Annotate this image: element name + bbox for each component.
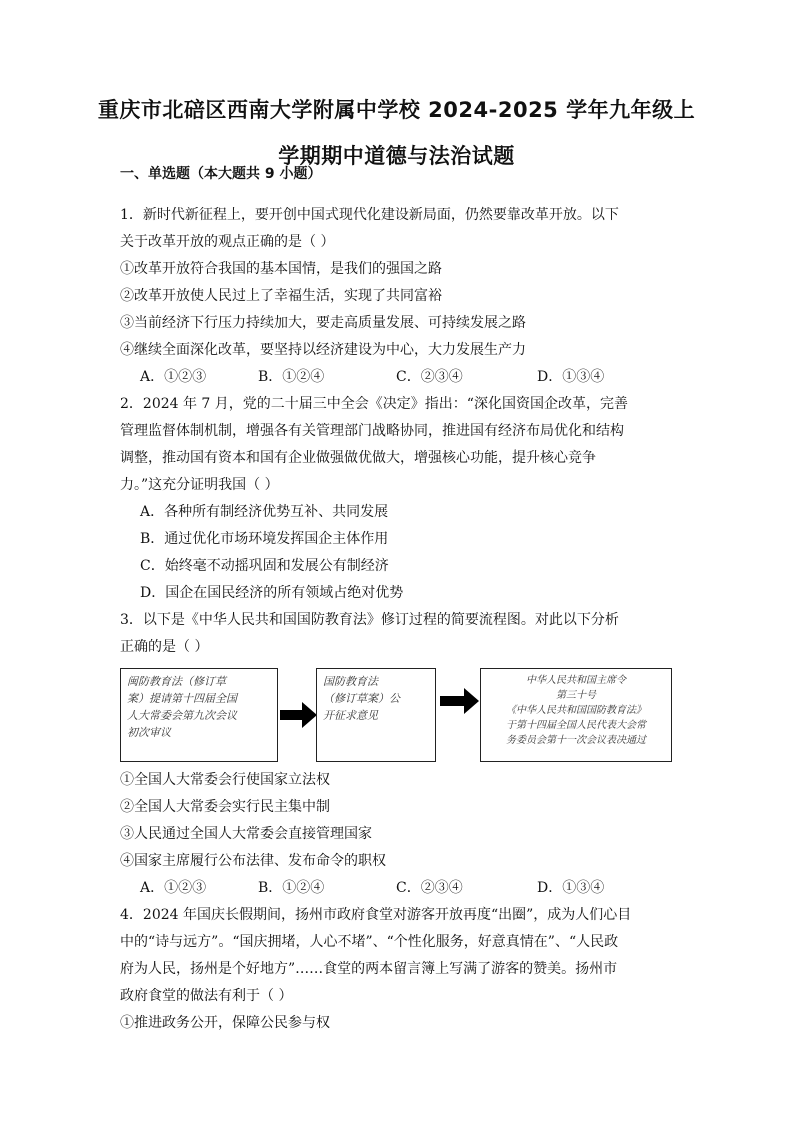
q3-statement-2: ②全国人大常委会实行民主集中制 — [120, 799, 330, 815]
q3-flow-chart — [120, 668, 672, 762]
flow-box-public-comment: 国防教育法 （修订草案）公 开征求意见 — [316, 668, 436, 762]
q2-stem-line-3: 调整，推动国有资本和国有企业做强做优做大，增强核心功能，提升核心竞争 — [120, 450, 596, 466]
q1-option-c: C．②③④ — [396, 369, 463, 385]
q3-option-d: D．①③④ — [537, 880, 605, 896]
q3-stem-line-1: 3．以下是《中华人民共和国国防教育法》修订过程的简要流程图。对此以下分析 — [120, 612, 619, 628]
flow-box-final-adoption: 中华人民共和国主席令 第三十号 《中华人民共和国国防教育法》 于第十四届全国人民代表大会常 务委员会第十一次会议表决通过 — [480, 668, 672, 762]
q2-stem-line-1: 2．2024 年 7 月，党的二十届三中全会《决定》指出：“深化国资国企改革，完善 — [120, 396, 628, 412]
q2-option-b: B．通过优化市场环境发挥国企主体作用 — [140, 531, 389, 547]
exam-title-line-2: 学期期中道德与法治试题 — [278, 144, 515, 168]
q4-stem-line-2: 中的“诗与远方”。“国庆拥堵，人心不堵”、“个性化服务，好意真情在”、“人民政 — [120, 934, 619, 950]
flow-arrow-1-icon — [280, 702, 318, 728]
q4-stem-line-3: 府为人民，扬州是个好地方”……食堂的两本留言簿上写满了游客的赞美。扬州市 — [120, 961, 618, 977]
q1-statement-2: ②改革开放使人民过上了幸福生活，实现了共同富裕 — [120, 288, 442, 304]
flow-arrow-2-icon — [440, 688, 480, 714]
q4-statement-1: ①推进政务公开，保障公民参与权 — [120, 1015, 330, 1031]
q1-statement-1: ①改革开放符合我国的基本国情，是我们的强国之路 — [120, 261, 442, 277]
q2-stem-line-4: 力。”这充分证明我国（ ） — [120, 477, 279, 493]
q1-stem-line-1: 1．新时代新征程上，要开创中国式现代化建设新局面，仍然要靠改革开放。以下 — [120, 207, 619, 223]
q3-stem-line-2: 正确的是（ ） — [120, 639, 209, 655]
q3-statement-4: ④国家主席履行公布法律、发布命令的职权 — [120, 853, 386, 869]
section-heading: 一、单选题（本大题共 9 小题） — [120, 166, 322, 182]
exam-title-line-1: 重庆市北碚区西南大学附属中学校 2024-2025 学年九年级上 — [97, 98, 696, 122]
q1-option-b: B．①②④ — [258, 369, 325, 385]
q1-statement-3: ③当前经济下行压力持续加大，要走高质量发展、可持续发展之路 — [120, 315, 526, 331]
q2-option-a: A．各种所有制经济优势互补、共同发展 — [140, 504, 389, 520]
q3-statement-1: ①全国人大常委会行使国家立法权 — [120, 772, 330, 788]
q3-statement-3: ③人民通过全国人大常委会直接管理国家 — [120, 826, 372, 842]
q3-option-b: B．①②④ — [258, 880, 325, 896]
q4-stem-line-4: 政府食堂的做法有利于（ ） — [120, 988, 293, 1004]
q4-stem-line-1: 4．2024 年国庆长假期间，扬州市政府食堂对游客开放再度“出圈”，成为人们心目 — [120, 907, 632, 923]
q3-option-c: C．②③④ — [396, 880, 463, 896]
q2-option-d: D．国企在国民经济的所有领域占绝对优势 — [140, 585, 404, 601]
q2-option-c: C．始终毫不动摇巩固和发展公有制经济 — [140, 558, 389, 574]
q1-option-a: A．①②③ — [140, 369, 207, 385]
q2-stem-line-2: 管理监督体制机制，增强各有关管理部门战略协同，推进国有经济布局优化和结构 — [120, 423, 624, 439]
q1-statement-4: ④继续全面深化改革，要坚持以经济建设为中心，大力发展生产力 — [120, 342, 526, 358]
q1-stem-line-2: 关于改革开放的观点正确的是（ ） — [120, 234, 335, 250]
flow-box-first-review: 闽防教育法（修订草 案）提请第十四届全国 人大常委会第九次会议 初次审议 — [120, 668, 278, 762]
q1-option-d: D．①③④ — [537, 369, 605, 385]
q3-option-a: A．①②③ — [140, 880, 207, 896]
